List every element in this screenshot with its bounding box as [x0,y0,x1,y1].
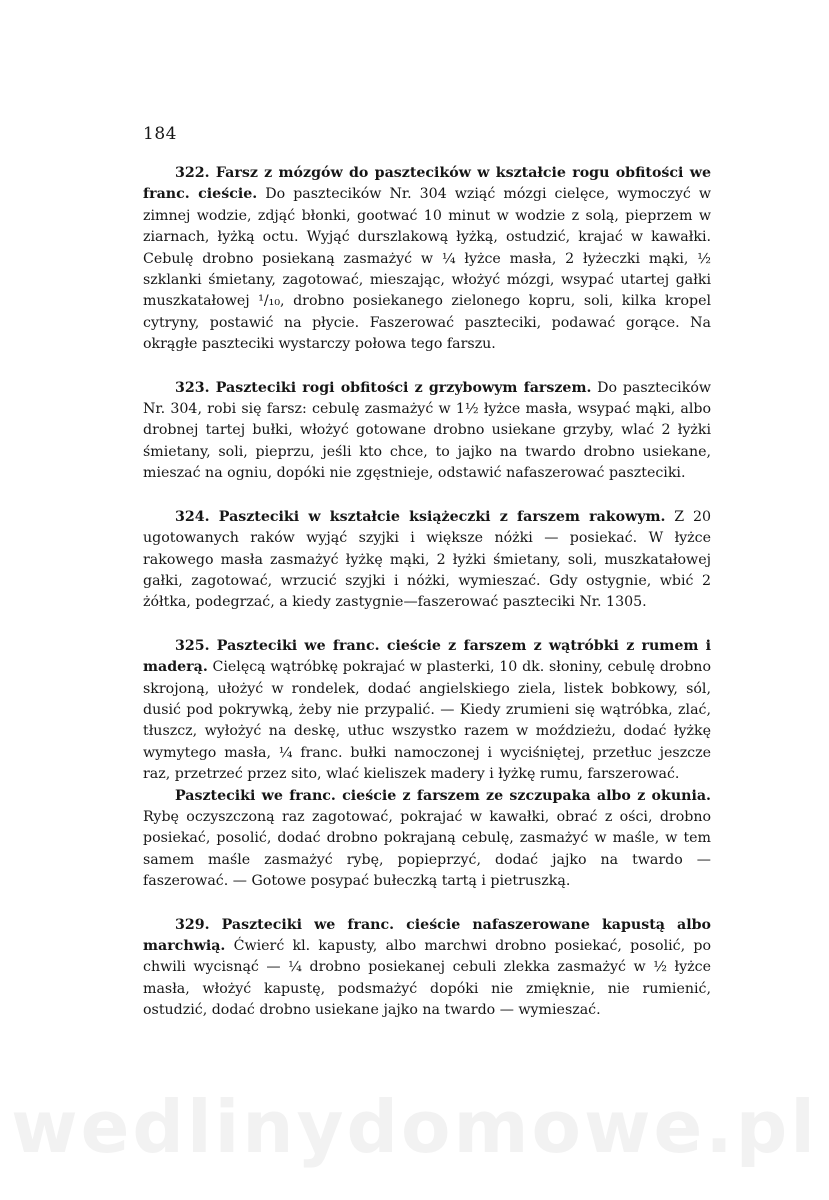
recipe-322 [143,163,711,356]
recipe-325 [143,636,711,786]
watermark: wedlinydomowe.pl [11,1085,818,1169]
recipe-heading: 324. Paszteciki w kształcie książeczki z farszem rakowym. [175,508,666,525]
recipe-heading: Paszteciki we franc. cieście z farszem ze szczupaka albo z okunia. [175,787,711,804]
recipe-body: Ćwierć kl. kapusty, albo marchwi drobno posiekać, posolić, po chwili wycisnąć — ¼ drobno posiekanej cebuli zlekka zasmażyć w ½ łyżce masła, włożyć kapustę, podsmażyć dopóki nie zmięknie, nie rumienić, ostudzić, dodać drobno usiekane jajko na twardo — wymieszać. [143,938,711,1019]
recipe-body: Z 20 ugotowanych raków wyjąć szyjki i większe nóżki — posiekać. W łyżce rakowego masła zasmażyć łyżkę mąki, 2 łyżki śmietany, soli, muszkatałowej gałki, zagotować, wrzucić szyjki i nóżki, wymieszać. Gdy ostygnie, wbić 2 żółtka, podegrzać, a kiedy zastygnie—faszerować paszteciki Nr. 1305. [143,508,712,611]
recipe-heading: 323. Paszteciki rogi obfitości z grzybowym farszem. [175,379,592,396]
recipe-fish-filling [143,786,711,893]
page-number: 184 [143,124,177,144]
recipe-heading: 325. Paszteciki we franc. cieście z farszem z wątróbki z rumem i maderą. [143,637,711,676]
recipe-body: Do pasztecików Nr. 304, robi się farsz: cebulę zasmażyć w 1½ łyżce masła, wsypać mąki, albo drobnej tartej bułki, włożyć gotowane drobno usiekane grzyby, wlać 2 łyżki śmietany, soli, pieprzu, jeśli kto chce, to jajko na twardo drobno usiekane, mieszać na ogniu, dopóki nie zgęstnieje, odstawić nafaszerować paszteciki. [143,379,712,482]
recipe-text-column [143,163,711,1044]
recipe-heading: 322. Farsz z mózgów do pasztecików w kształcie rogu obfitości we franc. cieście. [143,165,711,203]
recipe-324 [143,507,711,614]
recipe-heading: 329. Paszteciki we franc. cieście nafaszerowane kapustą albo marchwią. [143,916,711,954]
recipe-body: Do pasztecików Nr. 304 wziąć mózgi cielęce, wymoczyć w zimnej wodzie, zdjąć błonki, gootwać 10 minut w wodzie z solą, pieprzem w ziarnach, łyżką octu. Wyjąć durszlakową łyżką, ostudzić, krajać w kawałki. Cebulę drobno posiekaną zasmażyć w ¼ łyżce masła, 2 łyżeczki mąki, ½ szklanki śmietany, zagotować, mieszając, włożyć mózgi, wsypać utartej gałki muszkatałowej ¹/₁₀, drobno posiekanego zielonego kopru, soli, kilka kropel cytryny, postawić na płycie. Faszerować paszteciki, podawać gorące. Na okrągłe paszteciki wystarczy połowa tego farszu. [143,186,711,353]
recipe-323 [143,378,711,485]
recipe-329 [143,915,711,1022]
recipe-body: Rybę oczyszczoną raz zagotować, pokrajać w kawałki, obrać z ości, drobno posiekać, posolić, dodać drobno pokrajaną cebulę, zasmażyć w maśle, w tem samem maśle zasmażyć rybę, popieprzyć, dodać jajko na twardo — faszerować. — Gotowe posypać bułeczką tartą i pietruszką. [143,808,711,890]
recipe-body: Cielęcą wątróbkę pokrajać w plasterki, 10 dk. słoniny, cebulę drobno skrojoną, ułożyć w rondelek, dodać angielskiego ziela, listek bobkowy, sól, dusić pod pokrywką, żeby nie przypalić. — Kiedy zrumieni się wątróbka, zlać, tłuszcz, wyłożyć na deskę, utłuc wszystko razem w moździeżu, dodać łyżkę wymytego masła, ¼ franc. bułki namoczonej i wyciśniętej, przetłuc jeszcze raz, przetrzeć przez sito, wlać kieliszek madery i łyżkę rumu, farszerować. [143,659,711,783]
